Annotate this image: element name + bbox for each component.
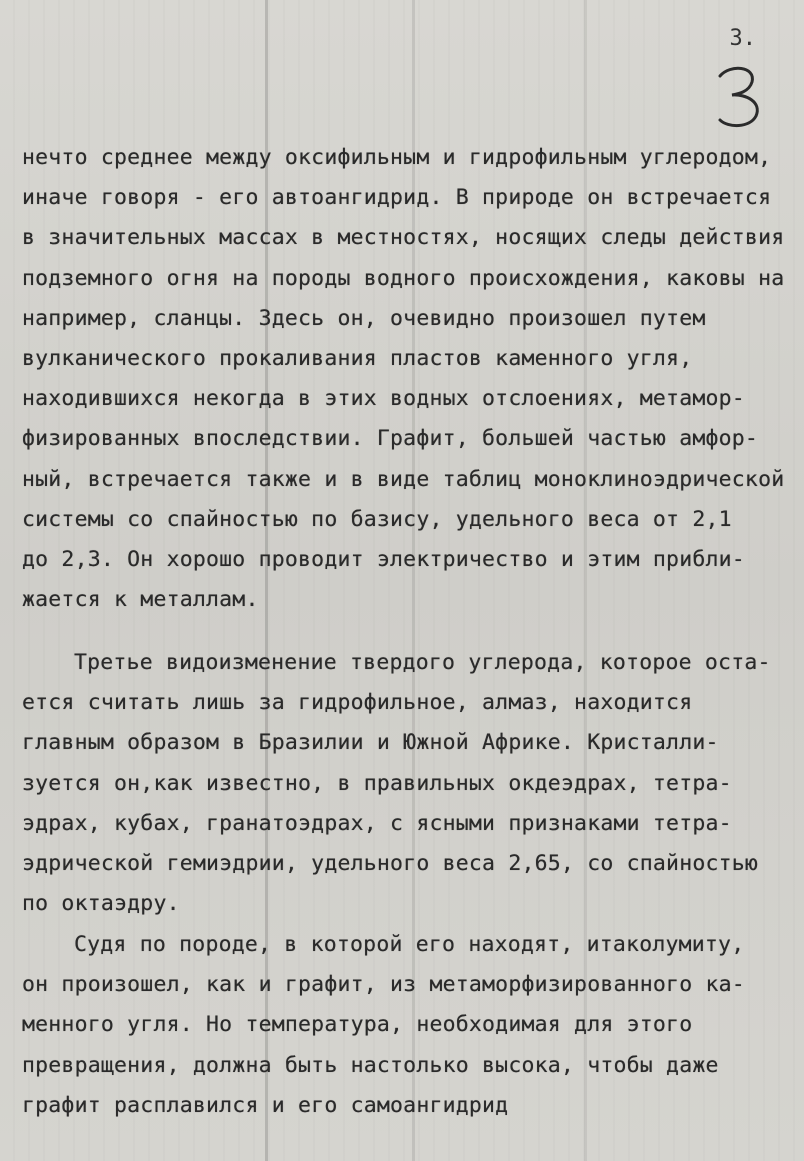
text-line: нечто среднее между оксифильным и гидрофильным углеродом, (22, 145, 772, 170)
text-line: графит расплавился и его самоангидрид (22, 1092, 509, 1118)
text-line: ный, встречается также и в виде таблиц моноклиноэдрической (22, 466, 785, 492)
text-line: подземного огня на породы водного происхождения, каковы на (22, 265, 785, 291)
text-line: по октаэдру. (22, 891, 180, 917)
text-line: до 2,3. Он хорошо проводит электричество и этим прибли- (22, 546, 745, 572)
text-line: эдрической гемиэдрии, удельного веса 2,65, со спайностью (22, 850, 759, 876)
text-line: физированных впоследствии. Графит, большей частью амфор- (22, 426, 759, 452)
text-line: жается к металлам. (22, 587, 259, 613)
text-line: зуется он,как известно, в правильных окдеэдрах, тетра- (22, 770, 732, 796)
text-line: вулканического прокаливания пластов каменного угля, (22, 345, 693, 371)
text-line: Судя по породе, в которой его находят, итаколумиту, (74, 932, 745, 957)
paragraph-1 (22, 138, 798, 620)
text-line: главным образом в Бразилии и Южной Африке. Кристалли- (22, 730, 719, 756)
text-line: например, сланцы. Здесь он, очевидно произошел путем (22, 305, 706, 331)
handwritten-page-number (712, 62, 772, 136)
paragraph-3 (22, 925, 798, 1126)
text-line: эдрах, кубах, гранатоэдрах, с ясными признаками тетра- (22, 810, 732, 836)
text-line: он произошел, как и графит, из метаморфизированного ка- (22, 972, 745, 998)
text-line: находившихся некогда в этих водных отслоениях, метамор- (22, 386, 745, 412)
text-line: в значительных массах в местностях, носящих следы действия (22, 225, 785, 251)
page-number: 3. (729, 26, 756, 51)
text-line: превращения, должна быть настолько высока, чтобы даже (22, 1052, 719, 1078)
text-line: Третье видоизменение твердого углерода, которое оста- (74, 650, 771, 675)
text-line: менного угля. Но температура, необходимая для этого (22, 1012, 693, 1038)
text-line: иначе говоря - его автоангидрид. В природе он встречается (22, 185, 772, 211)
text-line: системы со спайностью по базису, удельного веса от 2,1 (22, 506, 732, 532)
text-line: ется считать лишь за гидрофильное, алмаз, находится (22, 690, 693, 716)
paragraph-2 (22, 643, 798, 924)
